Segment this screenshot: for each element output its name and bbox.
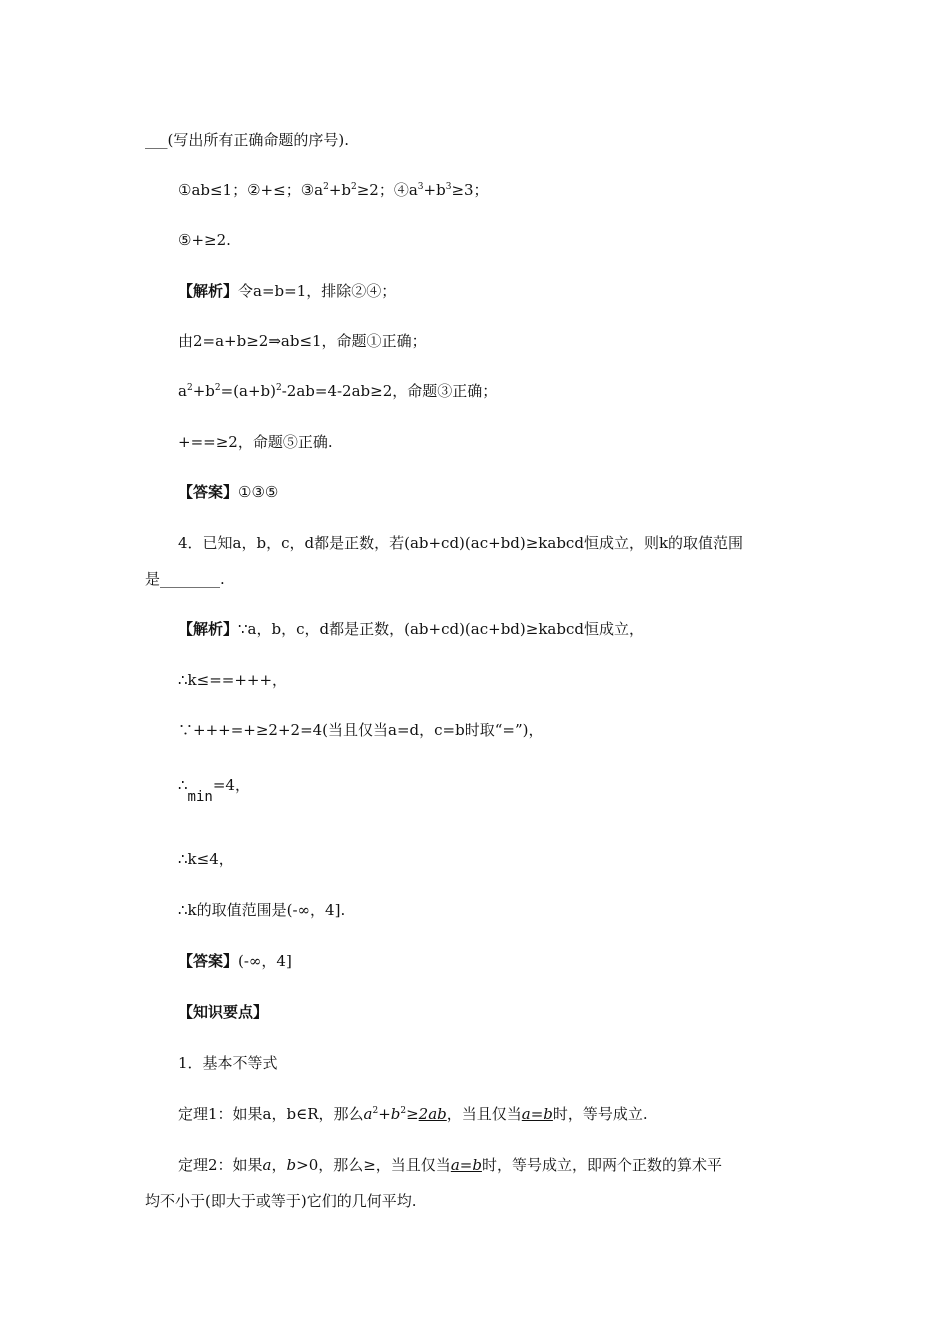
- theorem-math: a: [262, 1156, 272, 1174]
- q3-option-5: ⑤+≥2.: [178, 231, 231, 249]
- q4-prompt-line-2: 是________.: [145, 570, 225, 588]
- theorem-text: ，当且仅当: [446, 1105, 522, 1123]
- theorem-underlined: a=b: [450, 1156, 482, 1174]
- theorem-text: 定理2：如果: [178, 1156, 263, 1174]
- analysis-text: -2ab=4-2ab≥2，命题③正确；: [281, 382, 498, 400]
- q4-answer: [178, 951, 292, 971]
- analysis-text: =(a+b): [220, 382, 276, 400]
- theorem-math: ≥: [406, 1105, 419, 1123]
- superscript: 2: [351, 182, 357, 192]
- q4-analysis-line-1: [178, 619, 644, 639]
- knowledge-heading: 【知识要点】: [178, 1003, 269, 1021]
- analysis-label: 【解析】: [178, 282, 239, 300]
- answer-blank: ___: [145, 131, 168, 149]
- q3-analysis-line-2: 由2=a+b≥2⇒ab≤1，命题①正确；: [178, 332, 427, 350]
- subscript-min: min: [187, 789, 213, 805]
- superscript: 2: [214, 383, 221, 393]
- superscript: 2: [372, 1106, 379, 1116]
- theorem-math: b: [286, 1156, 297, 1174]
- q3-options: [178, 180, 489, 200]
- theorem-math: a: [363, 1105, 373, 1123]
- q4-analysis-line-3: ∵+++=+≥2+2=4(当且仅当a=d，c=b时取“=”)，: [178, 721, 544, 739]
- analysis-text: a: [178, 382, 187, 400]
- answer-text: (-∞，4]: [238, 952, 292, 970]
- answer-label: 【答案】: [178, 483, 239, 501]
- analysis-text: =4，: [212, 776, 250, 794]
- superscript: 3: [445, 182, 452, 192]
- theorem-underlined: 2ab: [418, 1105, 447, 1123]
- q3-option-text: ≥3；: [451, 181, 489, 199]
- theorem-text: >0，那么≥，当且仅当: [296, 1156, 451, 1174]
- q3-prompt: [145, 130, 349, 150]
- superscript: 2: [275, 383, 282, 393]
- theorem-math: +b: [378, 1105, 401, 1123]
- theorem-2-line-2: 均不小于(即大于或等于)它们的几何平均.: [145, 1192, 417, 1210]
- q4-analysis-line-2: ∴k≤==+++，: [178, 671, 288, 689]
- q4-analysis-line-6: ∴k的取值范围是(-∞，4].: [178, 901, 346, 919]
- q3-option-text: ≥2；④a: [356, 181, 418, 199]
- q3-analysis-line-1: [178, 281, 396, 301]
- analysis-label: 【解析】: [178, 620, 239, 638]
- analysis-text: 令a=b=1，排除②④；: [238, 282, 397, 300]
- q3-analysis-line-4: +==≥2，命题⑤正确.: [178, 433, 333, 451]
- answer-label: 【答案】: [178, 952, 239, 970]
- theorem-underlined: a=b: [521, 1105, 553, 1123]
- q3-answer: [178, 482, 278, 502]
- theorem-2-line-1: [178, 1155, 722, 1175]
- q3-prompt-text: (写出所有正确命题的序号).: [167, 131, 349, 149]
- theorem-text: 时，等号成立，即两个正数的算术平: [481, 1156, 722, 1174]
- q4-prompt-line-1: 4．已知a，b，c，d都是正数，若(ab+cd)(ac+bd)≥kabcd恒成立，则k的取值范围: [178, 534, 744, 552]
- analysis-text: ∴: [178, 776, 188, 794]
- theorem-text: 定理1：如果a，b∈R，那么: [178, 1105, 364, 1123]
- q3-option-text: +b: [423, 181, 446, 199]
- theorem-1: [178, 1104, 648, 1124]
- superscript: 2: [400, 1106, 407, 1116]
- q3-option-text: +b: [328, 181, 351, 199]
- q3-option-text: ①ab≤1；②+≤；③a: [178, 181, 324, 199]
- theorem-text: 时，等号成立.: [552, 1105, 648, 1123]
- analysis-text: +b: [192, 382, 215, 400]
- q4-analysis-line-4: [178, 775, 250, 805]
- superscript: 2: [186, 383, 193, 393]
- q3-analysis-line-3: [178, 381, 497, 401]
- analysis-text: ∵a，b，c，d都是正数，(ab+cd)(ac+bd)≥kabcd恒成立，: [238, 620, 644, 638]
- superscript: 3: [417, 182, 424, 192]
- answer-text: ①③⑤: [238, 483, 279, 501]
- theorem-text: ，: [271, 1156, 287, 1174]
- knowledge-subheading: 1．基本不等式: [178, 1054, 278, 1072]
- q4-analysis-line-5: ∴k≤4，: [178, 850, 234, 868]
- superscript: 2: [323, 182, 329, 192]
